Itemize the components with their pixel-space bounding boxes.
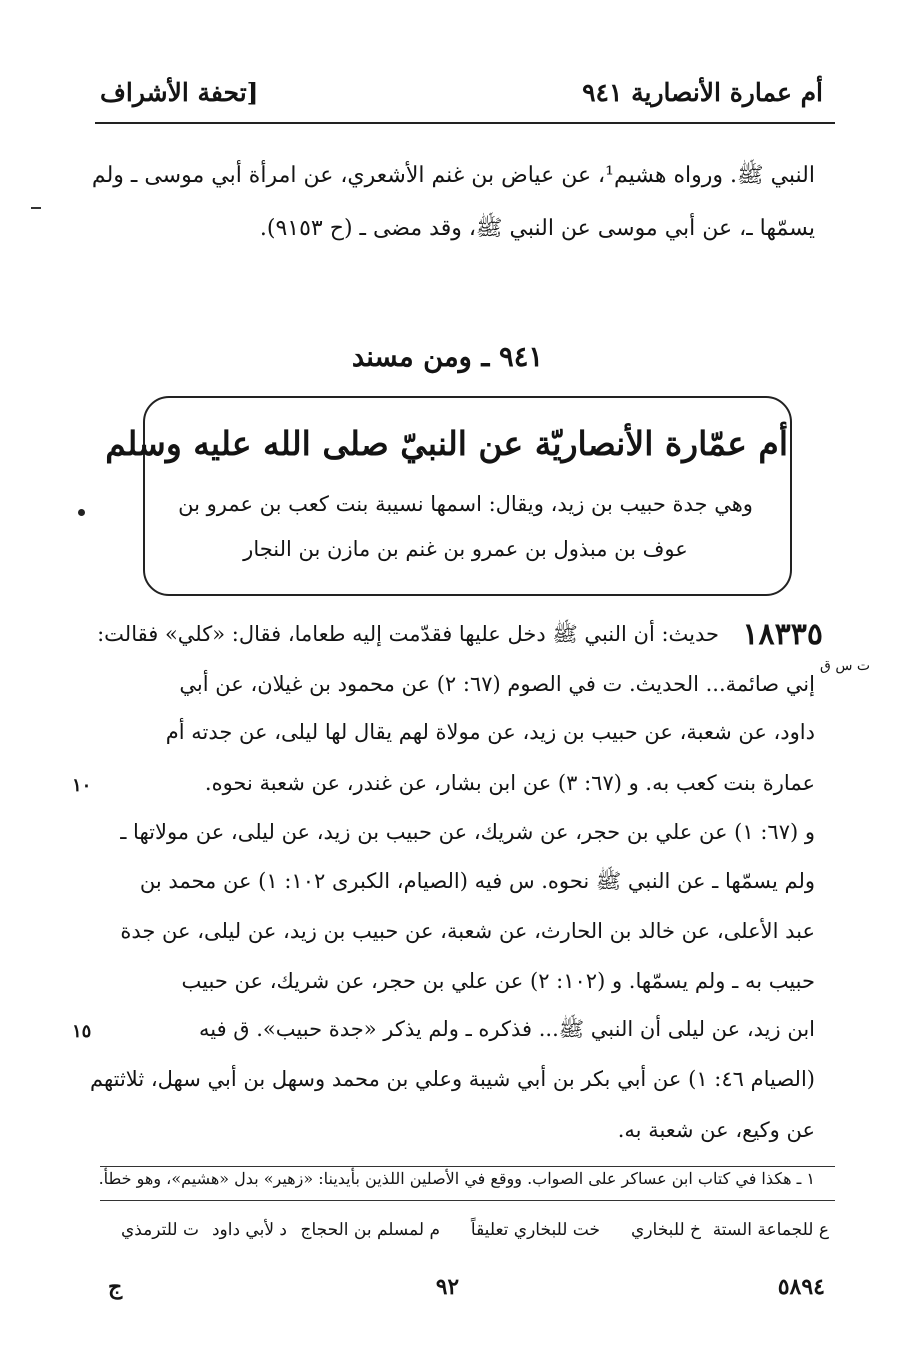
sigla-item: خ للبخاري [631, 1220, 701, 1240]
footnote: ١ ـ هكذا في كتاب ابن عساكر على الصواب. ووقع في الأصلين اللذين بأيدينا: «زهير» بدل «هشيم»، وهو خطأ. [98, 1169, 815, 1188]
hadith-line: داود، عن شعبة، عن حبيب بن زيد، عن مولاة لهم يقال لها ليلى، عن جدته أم [165, 720, 815, 744]
running-head-right: أم عمارة الأنصارية ٩٤١ [582, 78, 823, 107]
intro-line: يسمّها ـ، عن أبي موسى عن النبي ﷺ، وقد مضى ـ (ح ٩١٥٣). [259, 216, 815, 241]
running-head-left: [تحفة الأشراف [100, 78, 259, 107]
bio-line: عوف بن مبذول بن عمرو بن غنم بن مازن بن النجار [243, 537, 688, 561]
margin-sigla: ت س ق [820, 658, 871, 674]
intro-line: النبي ﷺ. ورواه هشيم¹، عن عياض بن غنم الأشعري، عن امرأة أبي موسى ـ ولم [91, 163, 815, 188]
section-title: أم عمّارة الأنصاريّة عن النبيّ صلى الله عليه وسلم [105, 424, 788, 463]
hadith-line: ابن زيد، عن ليلى أن النبي ﷺ... فذكره ـ ولم يذكر «جدة حبيب». ق فيه [198, 1017, 815, 1041]
volume-number: ٥٨٩٤ [777, 1274, 825, 1300]
footnote-rule [100, 1166, 835, 1167]
sigla-item: م لمسلم بن الحجاج [300, 1220, 440, 1240]
sigla-item: خت للبخاري تعليقاً [470, 1220, 600, 1240]
hadith-line: عمارة بنت كعب به. و (٦٧: ٣) عن ابن بشار، عن غندر، عن شعبة نحوه. [204, 771, 815, 795]
hadith-line: حديث: أن النبي ﷺ دخل عليها فقدّمت إليه طعاما، فقال: «كلي» فقالت: [97, 622, 719, 646]
bio-line: وهي جدة حبيب بن زيد، ويقال: اسمها نسيبة بنت كعب بن عمرو بن [178, 492, 753, 516]
sigla-rule [100, 1200, 835, 1201]
sigla-item: د لأبي داود [211, 1220, 287, 1240]
stray-dot [78, 509, 85, 516]
sigla-item: ت للترمذي [120, 1220, 199, 1240]
stray-mark [31, 207, 41, 209]
hadith-number: ١٨٣٣٥ [742, 617, 823, 652]
hadith-line: عبد الأعلى، عن خالد بن الحارث، عن شعبة، عن حبيب بن زيد، عن ليلى، عن جدة [120, 919, 815, 943]
sigla-item: ع للجماعة الستة [712, 1220, 829, 1240]
page-number: ٩٢ [435, 1274, 460, 1300]
hadith-line: ولم يسمّها ـ عن النبي ﷺ نحوه. س فيه (الصيام، الكبرى ١٠٢: ١) عن محمد بن [139, 869, 815, 893]
hadith-line: إني صائمة... الحديث. ت في الصوم (٦٧: ٢) عن محمود بن غيلان، عن أبي [179, 672, 815, 696]
section-heading: ٩٤١ ـ ومن مسند [351, 340, 544, 373]
hadith-line: حبيب به ـ ولم يسمّها. و (١٠٢: ٢) عن علي بن حجر، عن شريك، عن حبيب [181, 969, 815, 993]
hadith-line: عن وكيع، عن شعبة به. [617, 1118, 815, 1142]
hadith-line: (الصيام ٤٦: ١) عن أبي بكر بن أبي شيبة وعلي بن محمد وسهل بن أبي سهل، ثلاثتهم [89, 1067, 815, 1091]
header-rule [95, 122, 835, 124]
hadith-line: و (٦٧: ١) عن علي بن حجر، عن شريك، عن حبيب بن زيد، عن ليلى، عن مولاتها ـ [120, 820, 815, 844]
margin-line-number: ١٠ [72, 775, 92, 796]
margin-line-number: ١٥ [72, 1021, 92, 1042]
signature-letter: ج [108, 1274, 123, 1300]
